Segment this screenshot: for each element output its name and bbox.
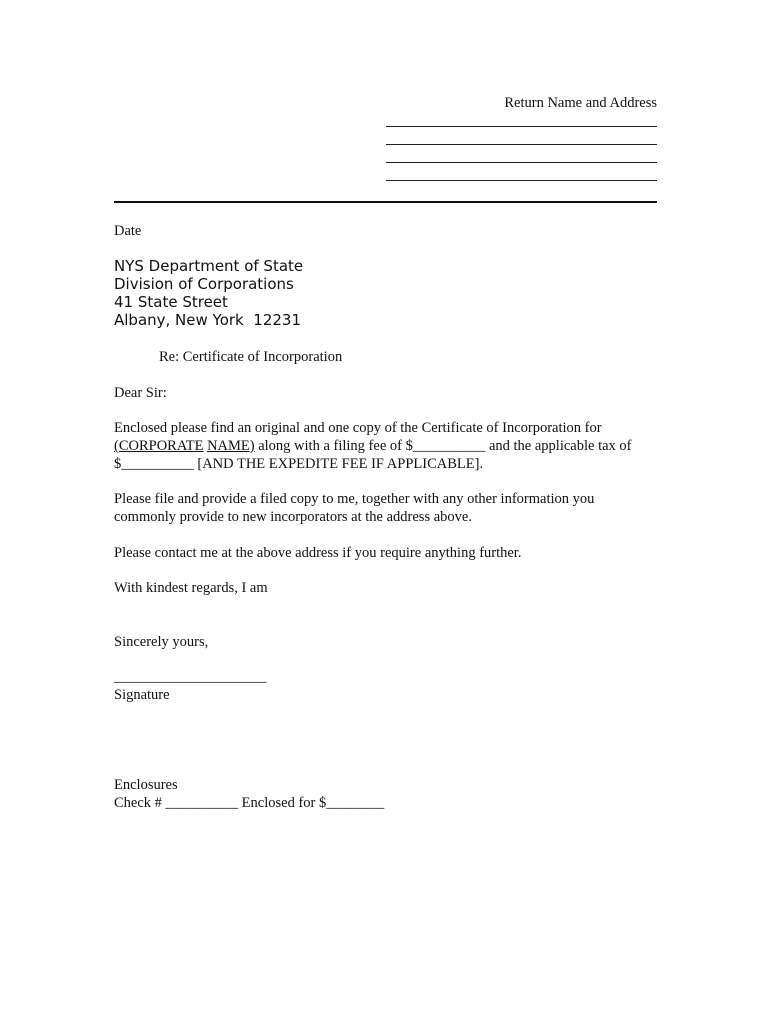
- return-address-line-4: [386, 180, 657, 181]
- re-line: Re: Certificate of Incorporation: [159, 349, 343, 365]
- signature-label: Signature: [114, 687, 170, 703]
- date-label: Date: [114, 223, 142, 239]
- return-address-line-2: [386, 144, 657, 145]
- recipient-line-4: Albany, New York 12231: [114, 311, 302, 329]
- salutation: Dear Sir:: [114, 385, 167, 401]
- paragraph-3: Please contact me at the above address if you require anything further.: [114, 545, 522, 561]
- recipient-line-3: 41 State Street: [114, 293, 228, 311]
- closing-line: With kindest regards, I am: [114, 580, 268, 596]
- paragraph-1-line-3: $__________ [AND THE EXPEDITE FEE IF APPLICABLE].: [114, 456, 484, 472]
- corporate-placeholder: (CORPORATE: [114, 438, 204, 454]
- recipient-line-1: NYS Department of State: [114, 257, 304, 275]
- signature-blank: _____________________: [114, 669, 267, 685]
- paragraph-1-line-2-rest: along with a filing fee of $__________ and the applicable tax of: [254, 438, 632, 454]
- recipient-line-2: Division of Corporations: [114, 275, 294, 293]
- return-name-address-label: Return Name and Address: [504, 95, 657, 111]
- paragraph-1: [114, 419, 674, 473]
- paragraph-2: [114, 490, 674, 526]
- sign-off: Sincerely yours,: [114, 634, 209, 650]
- enclosures-title: Enclosures: [114, 777, 178, 793]
- return-address-line-1: [386, 126, 657, 127]
- header-divider: [114, 201, 657, 203]
- recipient-address: [114, 257, 303, 329]
- check-line: Check # __________ Enclosed for $________: [114, 795, 385, 811]
- return-address-line-3: [386, 162, 657, 163]
- paragraph-2-line-1: Please file and provide a filed copy to me, together with any other information you: [114, 491, 595, 507]
- paragraph-2-line-2: commonly provide to new incorporators at the address above.: [114, 509, 472, 525]
- name-placeholder: NAME): [207, 438, 255, 454]
- paragraph-1-line-1: Enclosed please find an original and one copy of the Certificate of Incorporation for: [114, 420, 602, 436]
- enclosures-block: [114, 776, 384, 812]
- paragraph-1-line-2: [114, 437, 674, 455]
